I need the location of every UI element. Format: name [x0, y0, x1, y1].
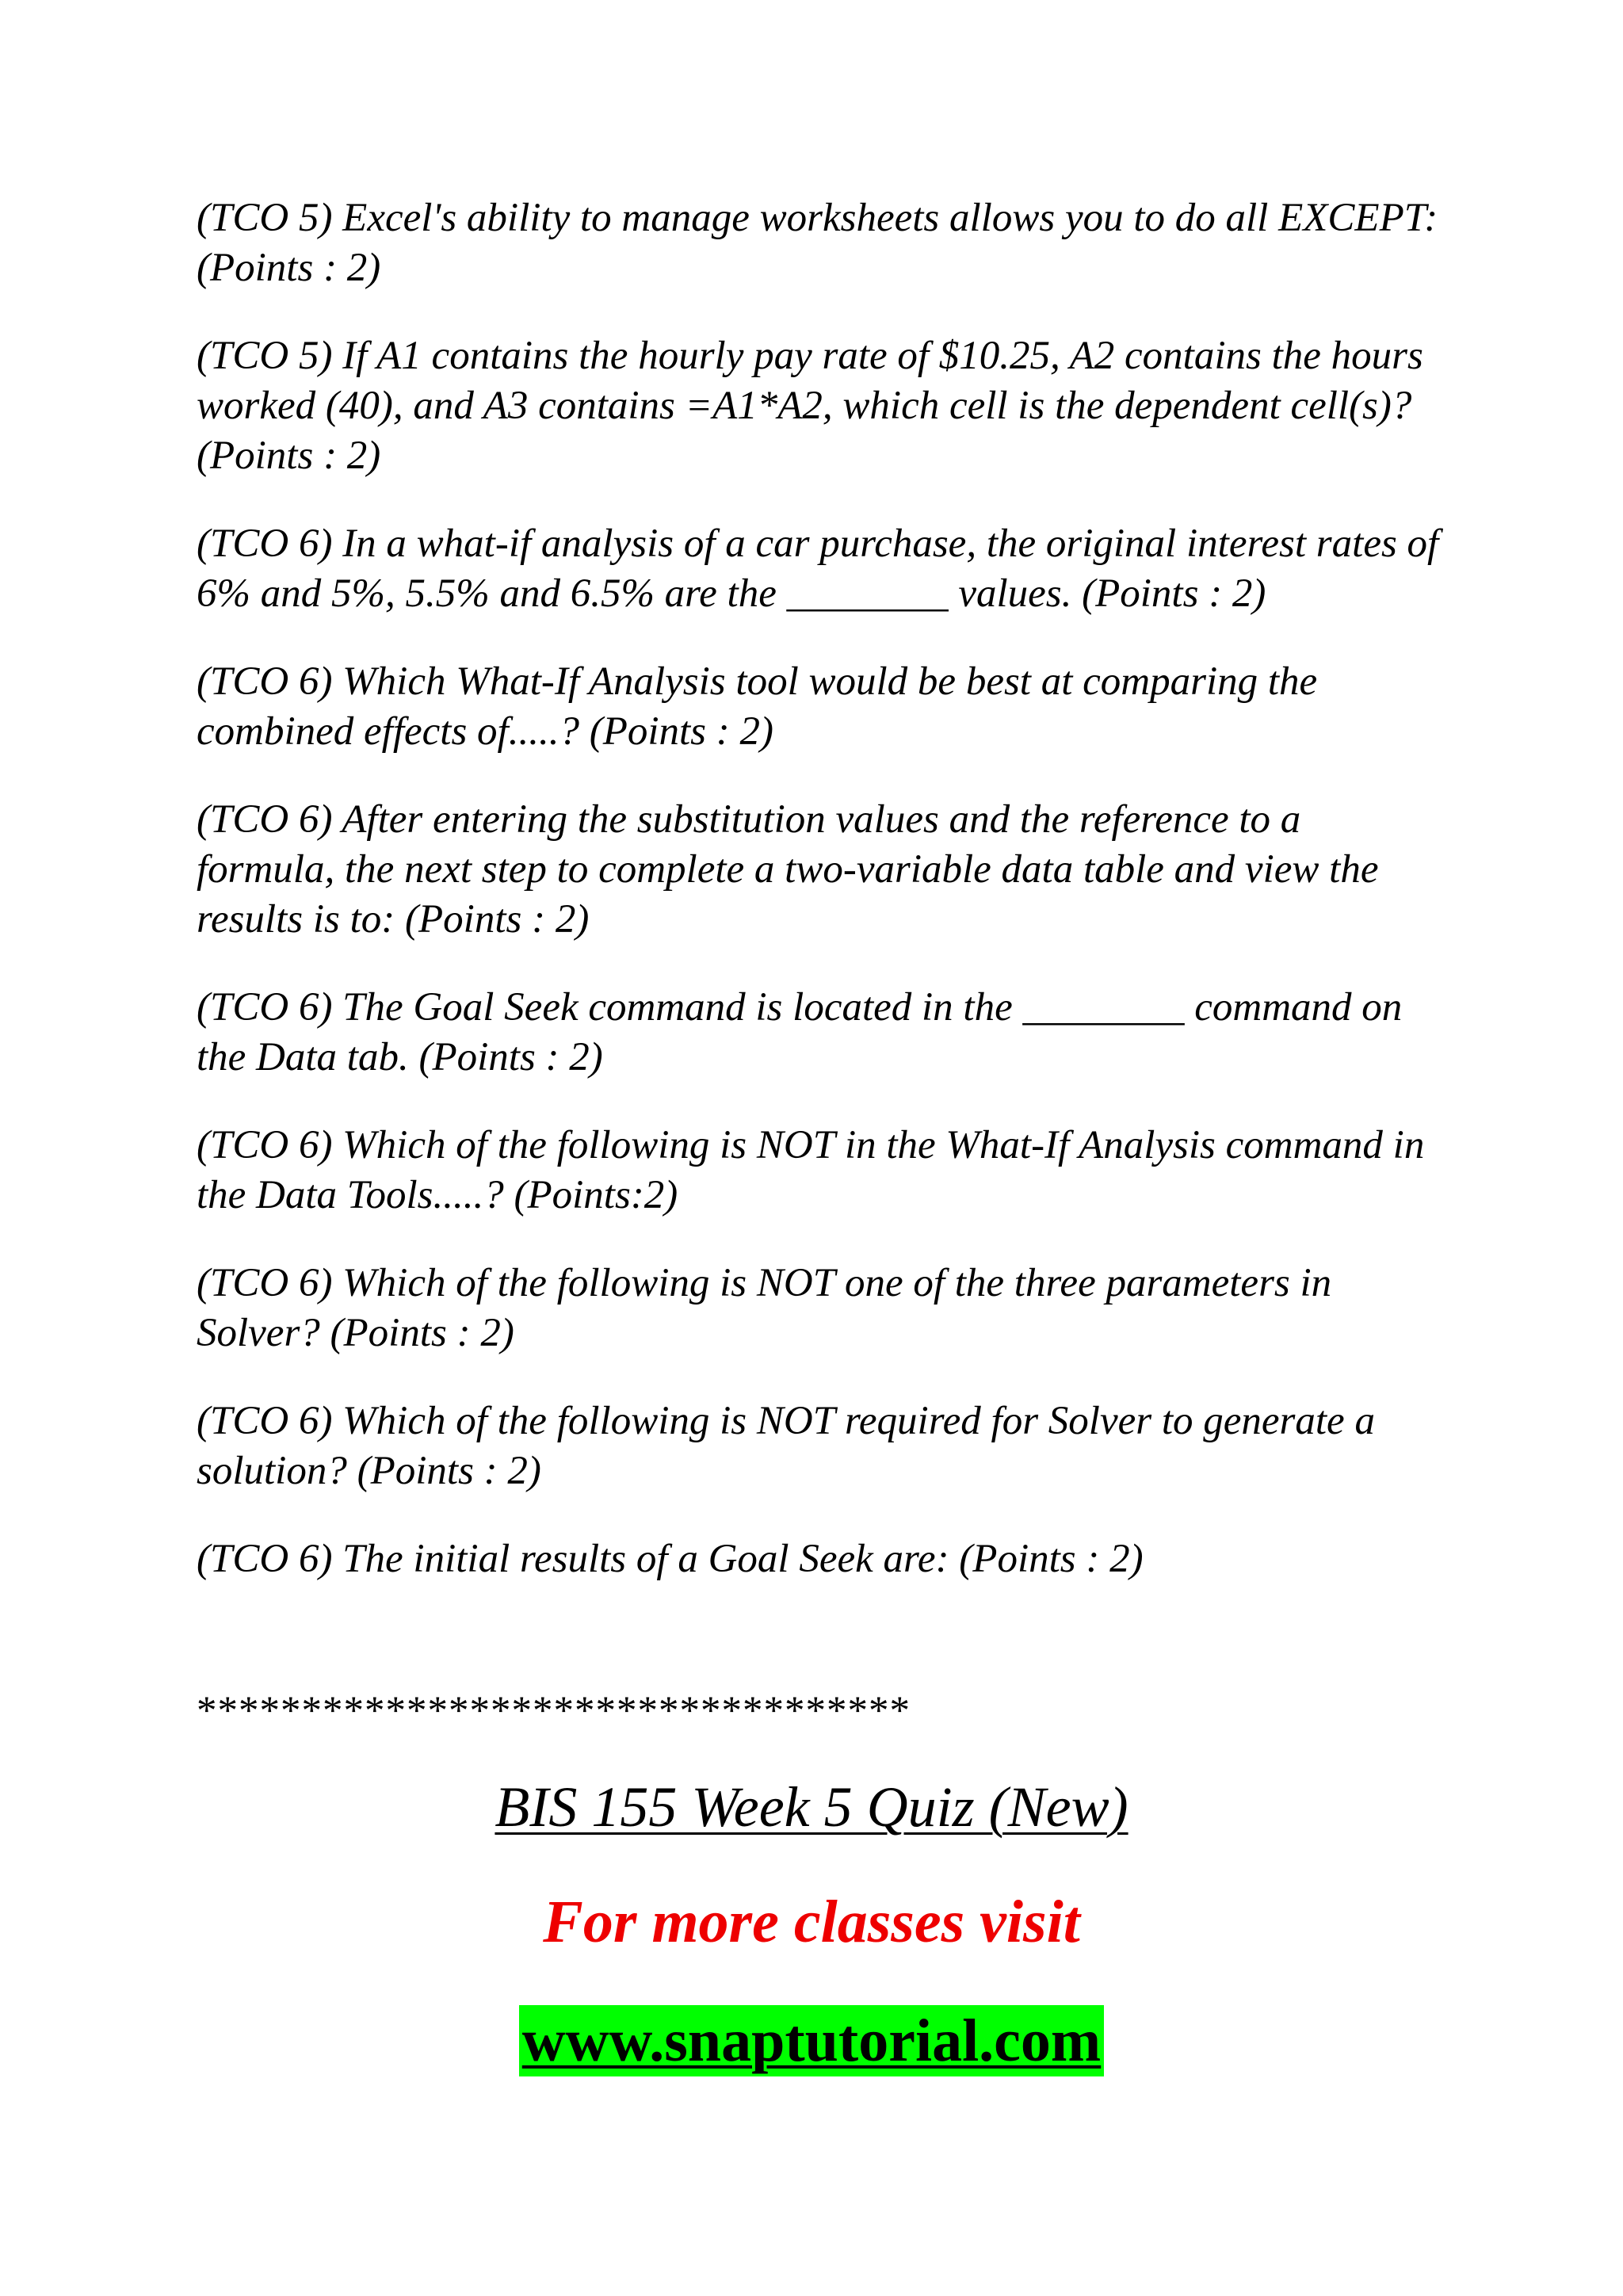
- question-item: (TCO 6) After entering the substitution values and the reference to a formula, the next step to complete a two-variable data table and view the results is to: (Points : 2): [197, 797, 1389, 942]
- question-item: (TCO 6) In a what-if analysis of a car purchase, the original interest rates of 6% and 5%, 5.5% and 6.5% are the ________ values. (Points : 2): [197, 521, 1449, 616]
- question-item: (TCO 6) Which of the following is NOT in the What-If Analysis command in the Data Tools.....? (Points:2): [197, 1123, 1435, 1217]
- question-item: (TCO 6) Which of the following is NOT required for Solver to generate a solution? (Points : 2): [197, 1399, 1385, 1493]
- question-item: (TCO 5) Excel's ability to manage worksheets allows you to do all EXCEPT: (Points : 2): [197, 196, 1449, 290]
- question-item: (TCO 6) Which What-If Analysis tool would be best at comparing the combined effects of.....? (Points : 2): [197, 659, 1327, 754]
- question-item: (TCO 5) If A1 contains the hourly pay rate of $10.25, A2 contains the hours worked (40), and A3 contains =A1*A2, which cell is the dependent cell(s)? (Points : 2): [197, 334, 1434, 478]
- question-list: [197, 193, 1449, 1622]
- question-item: (TCO 6) Which of the following is NOT one of the three parameters in Solver? (Points : 2): [197, 1261, 1342, 1355]
- question-item: (TCO 6) The initial results of a Goal Seek are: (Points : 2): [197, 1537, 1144, 1581]
- quiz-title-block: [0, 1771, 1623, 1843]
- promo-text: For more classes visit: [543, 1889, 1080, 1955]
- question-item: (TCO 6) The Goal Seek command is located in the ________ command on the Data tab. (Points : 2): [197, 985, 1413, 1079]
- website-link-block: [0, 2005, 1623, 2076]
- quiz-title[interactable]: BIS 155 Week 5 Quiz (New): [495, 1775, 1128, 1839]
- website-link[interactable]: www.snaptutorial.com: [519, 2005, 1104, 2076]
- asterisk-separator: **********************************: [197, 1689, 911, 1733]
